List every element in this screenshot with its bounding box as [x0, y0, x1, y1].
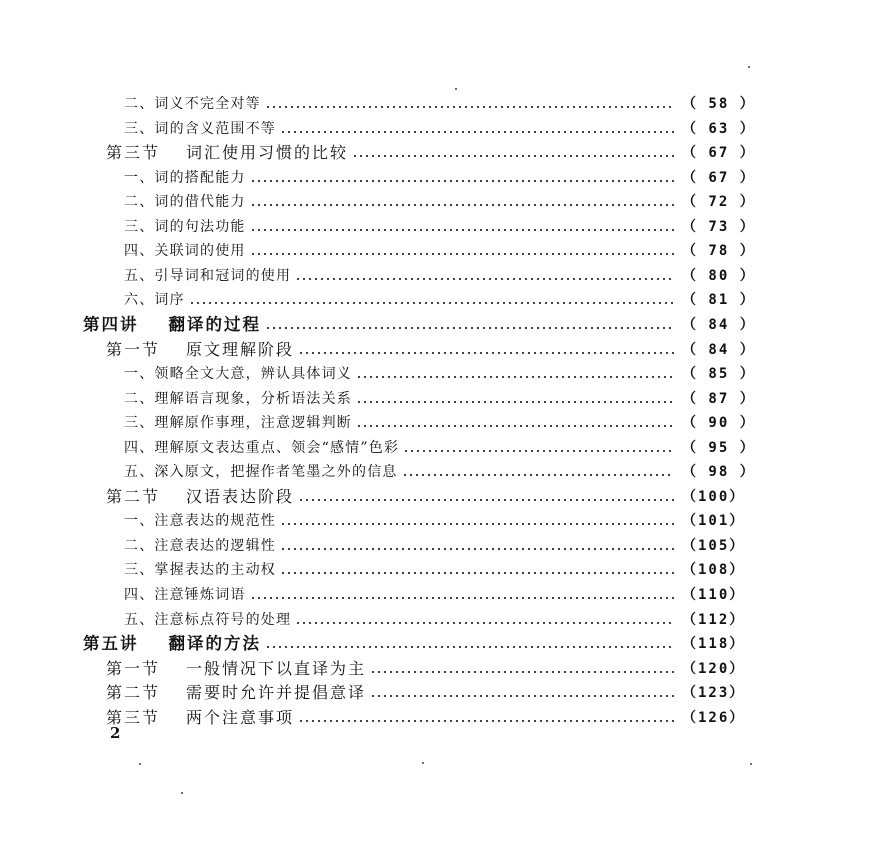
toc-section — [106, 484, 750, 506]
toc-page-ref: （ 84 ） — [682, 316, 756, 333]
toc-heading-title: 词汇使用习惯的比较 — [186, 143, 349, 163]
dot-leader — [298, 720, 674, 722]
dot-leader — [356, 425, 674, 427]
toc-page-ref: （101） — [682, 513, 746, 530]
toc-heading-title: 两个注意事项 — [186, 707, 295, 727]
toc-chapter — [83, 631, 750, 653]
toc-item-label: 三、理解原作事理，注意逻辑判断 — [124, 415, 352, 432]
dot-leader — [189, 302, 674, 304]
toc-page-ref: （ 90 ） — [682, 415, 756, 432]
toc-heading-number: 第二节 — [106, 486, 161, 506]
toc-section — [106, 680, 750, 702]
toc-heading-number: 第三节 — [106, 143, 161, 163]
toc-page-ref: （ 73 ） — [682, 218, 756, 235]
dot-leader — [250, 597, 674, 599]
toc-heading-number: 第一节 — [106, 339, 161, 359]
toc-chapter — [83, 312, 756, 334]
dot-leader — [370, 695, 674, 697]
toc-heading — [106, 709, 294, 727]
toc-page-ref: （105） — [682, 537, 746, 554]
dot-leader — [250, 204, 674, 206]
toc-item-label: 五、深入原文，把握作者笔墨之外的信息 — [124, 464, 398, 481]
dot-leader — [402, 474, 674, 476]
toc-item-label: 三、词的句法功能 — [124, 218, 246, 235]
toc-heading-title: 翻译的方法 — [168, 634, 261, 654]
toc-item — [124, 287, 756, 309]
toc-heading-number: 第二节 — [106, 683, 161, 703]
toc-page-ref: （118） — [682, 636, 746, 653]
toc-item-label: 二、词义不完全对等 — [124, 96, 261, 112]
toc-item-label: 五、引导词和冠词的使用 — [124, 267, 292, 284]
toc-heading-number: 第五讲 — [83, 634, 139, 654]
toc-page-ref: （ 67 ） — [682, 145, 756, 162]
toc-item — [124, 361, 756, 383]
toc-section — [106, 705, 750, 727]
dot-leader — [298, 499, 674, 501]
toc-page-ref: （120） — [682, 660, 746, 677]
toc-heading-title: 翻译的过程 — [168, 314, 261, 334]
toc-page-ref: （ 98 ） — [682, 464, 756, 481]
toc-item — [124, 214, 756, 236]
dot-leader — [250, 229, 674, 231]
toc-item — [124, 459, 756, 481]
toc-item — [124, 607, 750, 629]
toc-page-ref: （100） — [682, 488, 746, 505]
toc-page-ref: （123） — [682, 685, 746, 702]
toc-heading-number: 第一节 — [106, 658, 161, 678]
toc-item — [124, 386, 756, 408]
toc-item — [124, 189, 756, 211]
dot-leader — [265, 646, 674, 648]
toc-item — [124, 91, 756, 113]
toc-page-ref: （ 81 ） — [682, 292, 756, 309]
dot-leader — [280, 523, 674, 525]
toc-section — [106, 656, 750, 678]
scan-speck — [422, 762, 424, 764]
dot-leader — [265, 106, 674, 108]
toc-item — [124, 582, 750, 604]
toc-page-ref: （ 85 ） — [682, 366, 756, 383]
scan-speck — [455, 88, 457, 90]
dot-leader — [250, 253, 674, 255]
dot-leader — [280, 548, 674, 550]
toc-item-label: 一、领略全文大意，辨认具体词义 — [124, 366, 352, 383]
toc-section — [106, 337, 756, 359]
toc-page-ref: （108） — [682, 562, 746, 579]
page-number: 2 — [110, 724, 121, 742]
scan-speck — [748, 66, 750, 68]
toc-item — [124, 410, 756, 432]
toc-page-ref: （ 63 ） — [682, 120, 756, 137]
toc-heading — [83, 635, 261, 653]
toc-page-ref: （126） — [682, 709, 746, 726]
toc-page-ref: （ 87 ） — [682, 390, 756, 407]
dot-leader — [356, 401, 674, 403]
dot-leader — [250, 180, 674, 182]
toc-heading — [106, 341, 294, 359]
toc-item-label: 一、注意表达的规范性 — [124, 513, 276, 530]
toc-item-label: 二、注意表达的逻辑性 — [124, 537, 276, 554]
scan-speck — [750, 763, 752, 765]
toc-item — [124, 263, 756, 285]
toc-item-label: 四、关联词的使用 — [124, 243, 246, 260]
scan-speck — [181, 792, 183, 794]
dot-leader — [298, 352, 674, 354]
toc-item — [124, 533, 750, 555]
toc-item-label: 四、注意锤炼词语 — [124, 587, 246, 603]
toc-heading — [106, 488, 294, 506]
toc-page-ref: （ 72 ） — [682, 194, 756, 211]
toc-item-label: 三、词的含义范围不等 — [124, 120, 276, 137]
toc-heading — [83, 316, 261, 334]
toc-item-label: 二、理解语言现象，分析语法关系 — [124, 390, 352, 407]
toc-heading-title: 需要时允许并提倡意译 — [186, 683, 367, 703]
dot-leader — [352, 155, 674, 157]
toc-item-label: 四、理解原文表达重点、领会“感情”色彩 — [124, 439, 400, 456]
toc-item — [124, 116, 756, 138]
dot-leader — [370, 671, 674, 673]
toc-heading-number: 第四讲 — [83, 314, 139, 334]
toc-heading-title: 汉语表达阶段 — [186, 486, 295, 506]
toc-item — [124, 508, 750, 530]
dot-leader — [280, 572, 674, 574]
dot-leader — [295, 622, 674, 624]
toc-item-label: 六、词序 — [124, 292, 185, 309]
toc-item-label: 三、掌握表达的主动权 — [124, 562, 276, 579]
toc-page-ref: （ 78 ） — [682, 243, 756, 260]
toc-item-label: 一、词的搭配能力 — [124, 169, 246, 186]
toc-page-ref: （ 95 ） — [682, 439, 756, 456]
toc-heading — [106, 660, 366, 678]
scan-speck — [139, 763, 141, 765]
dot-leader — [356, 376, 674, 378]
toc-heading-title: 一般情况下以直译为主 — [186, 658, 367, 678]
toc-page-ref: （112） — [682, 611, 746, 628]
toc-item-label: 五、注意标点符号的处理 — [124, 611, 292, 628]
toc-item — [124, 557, 750, 579]
dot-leader — [280, 131, 674, 133]
toc-page-ref: （110） — [682, 587, 746, 603]
dot-leader — [265, 327, 674, 329]
toc-heading — [106, 144, 348, 162]
toc-page-ref: （ 58 ） — [682, 96, 756, 112]
toc-item — [124, 435, 756, 457]
toc-heading-title: 原文理解阶段 — [186, 339, 295, 359]
toc-heading — [106, 684, 366, 702]
toc-heading-number: 第三节 — [106, 707, 161, 727]
toc-item-label: 二、词的借代能力 — [124, 194, 246, 211]
toc-item — [124, 165, 756, 187]
dot-leader — [295, 278, 674, 280]
toc-section — [106, 140, 756, 163]
toc-page-ref: （ 80 ） — [682, 267, 756, 284]
toc-item — [124, 238, 756, 260]
dot-leader — [403, 450, 674, 452]
toc-page-ref: （ 67 ） — [682, 169, 756, 186]
toc-page-ref: （ 84 ） — [682, 341, 756, 358]
